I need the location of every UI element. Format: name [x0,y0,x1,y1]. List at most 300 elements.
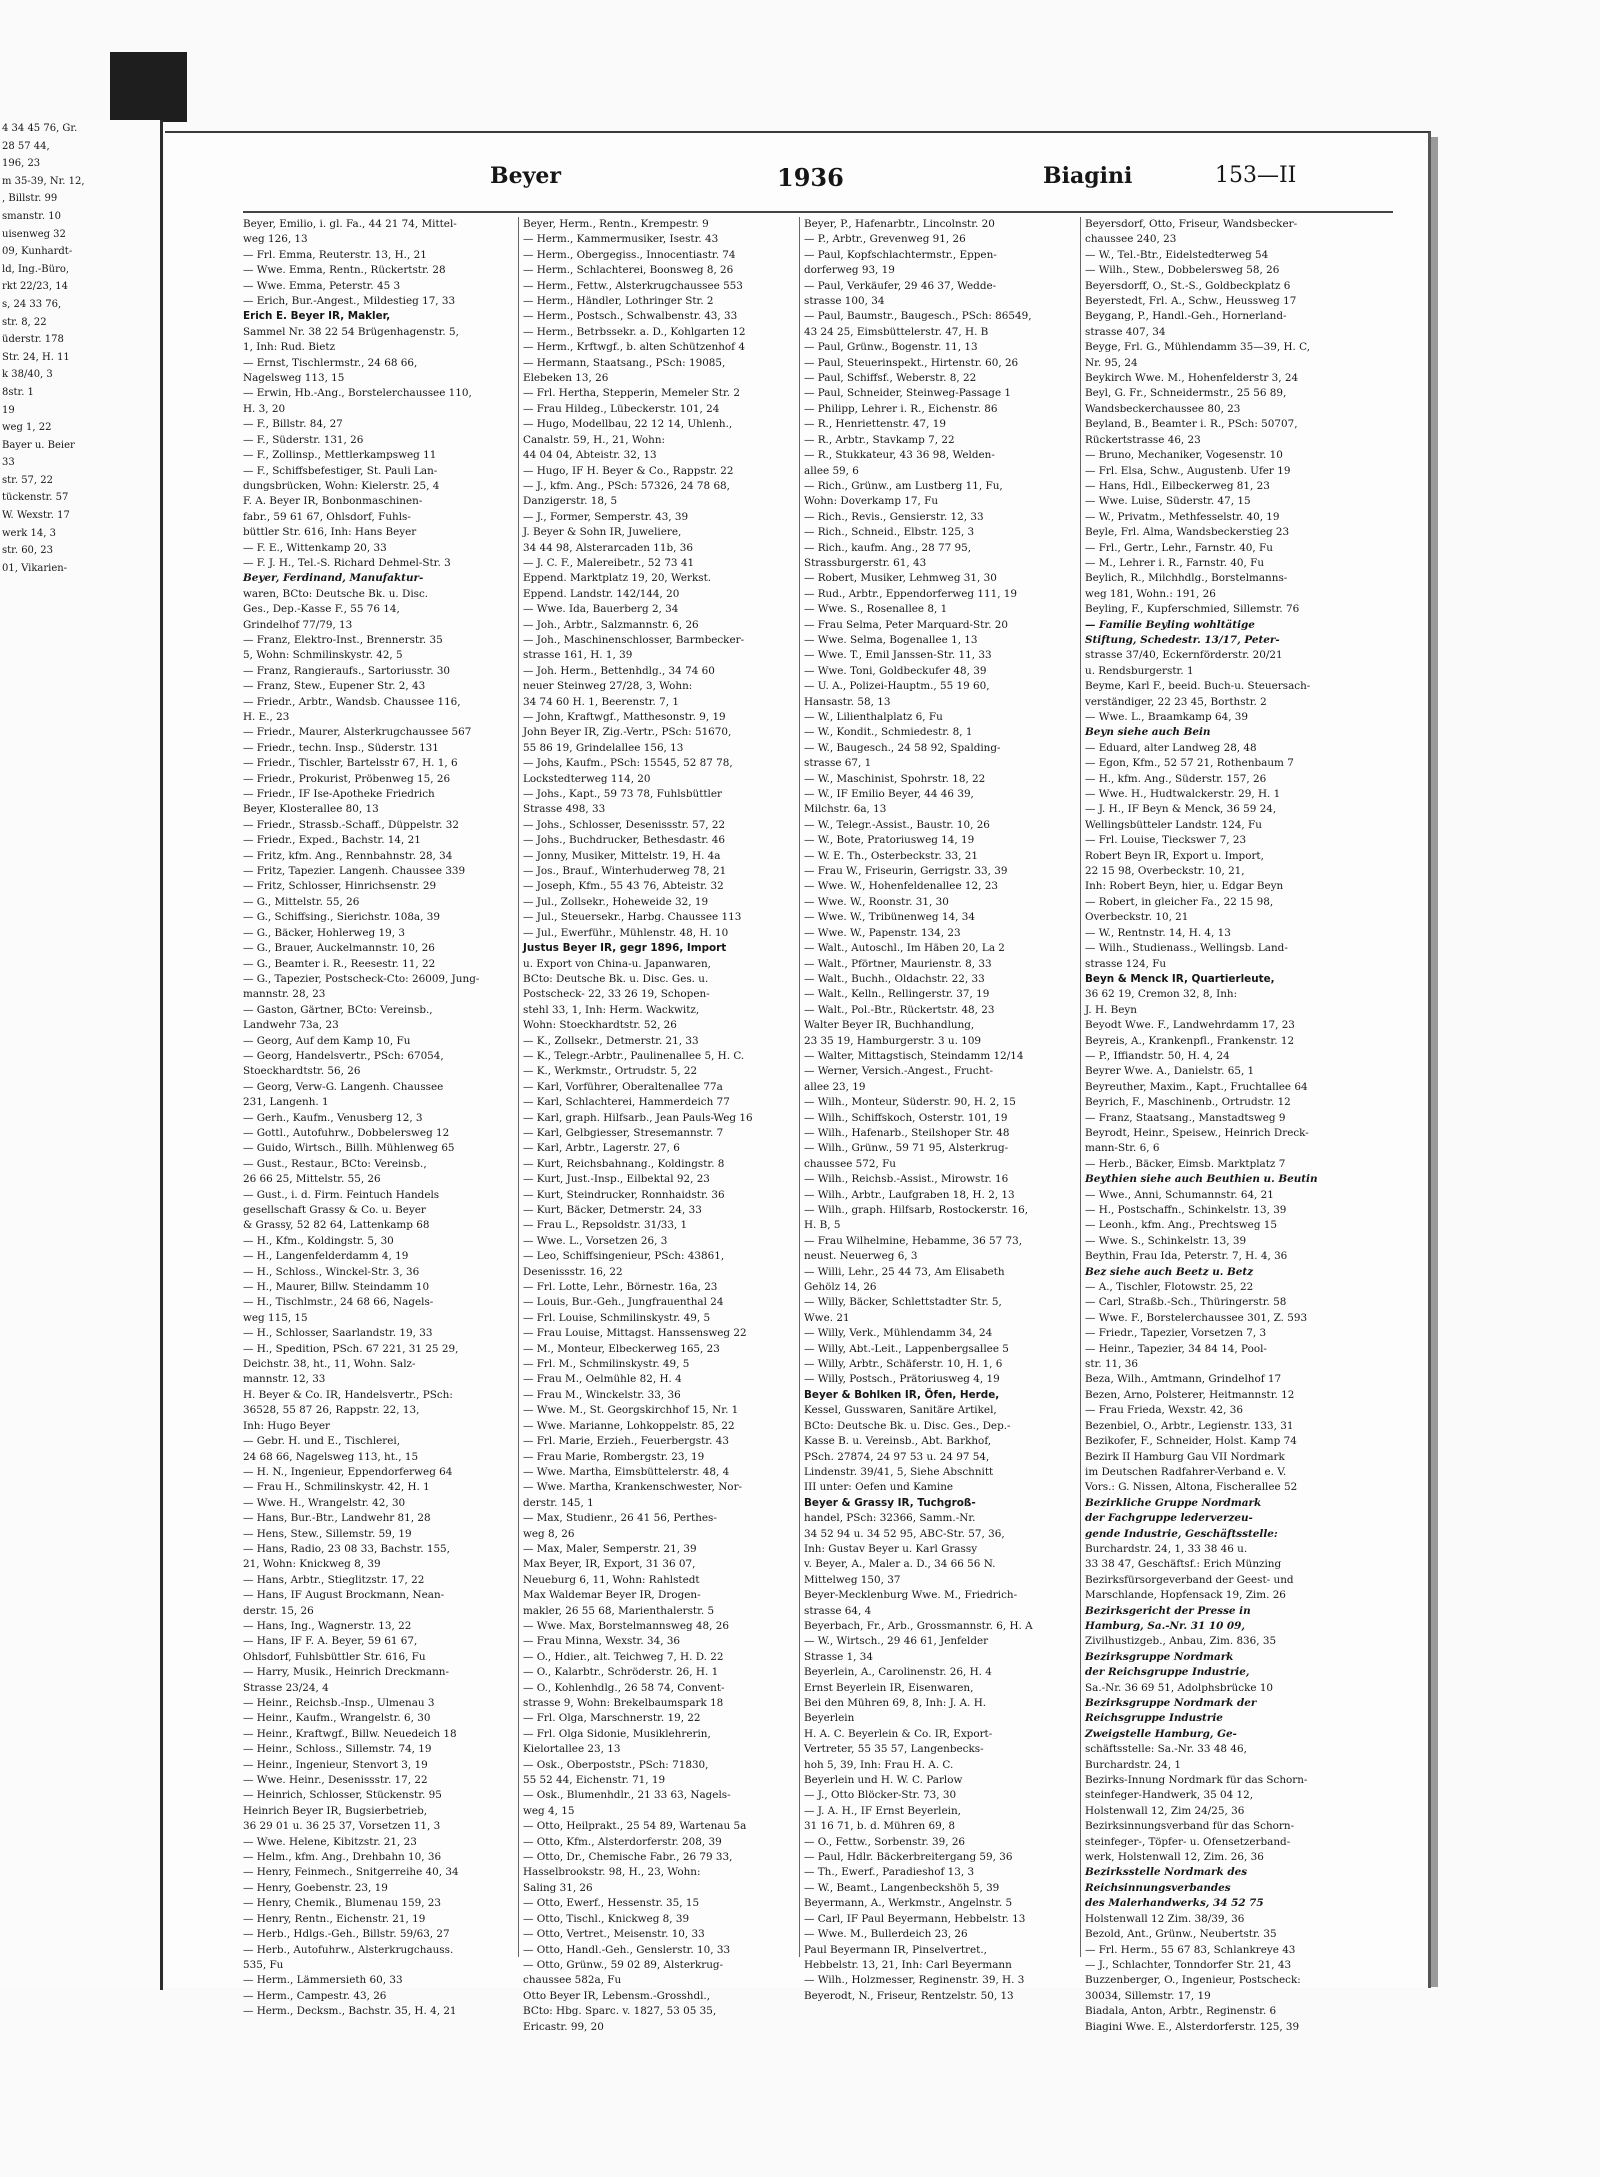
directory-entry: dorferweg 93, 19 [804,264,895,277]
directory-entry: H. E., 23 [243,711,290,723]
directory-entry: — Friedr., Strassb.-Schaff., Düppelstr. 32 [243,818,460,831]
directory-entry: — Henry, Chemik., Blumenau 159, 23 [243,1897,442,1910]
directory-entry: Lindenstr. 39/41, 5, Siehe Abschnitt [804,1465,994,1478]
directory-entry: — Johs, Kaufm., PSch: 15545, 52 87 78, [523,757,733,770]
directory-entry: — Wwe. Helene, Kibitzstr. 21, 23 [243,1835,417,1848]
directory-entry: — Robert, in gleicher Fa., 22 15 98, [1085,895,1274,908]
directory-entry: Erich E. Beyer IR, Makler, [243,310,391,323]
directory-entry: — H., Spedition, PSch. 67 221, 31 25 29, [243,1342,459,1355]
directory-entry: — Louis, Bur.-Geh., Jungfrauenthal 24 [523,1296,724,1309]
directory-entry: — Franz, Elektro-Inst., Brennerstr. 35 [243,633,443,646]
directory-entry: Wohn: Doverkamp 17, Fu [804,495,939,508]
directory-entry: — G., Bäcker, Hohlerweg 19, 3 [243,926,405,939]
directory-entry: — Frl. Olga, Marschnerstr. 19, 22 [523,1712,701,1725]
left-page-line: 196, 23 [2,158,41,170]
directory-entry: Inh: Hugo Beyer [243,1419,331,1432]
directory-entry: — Erich, Bur.-Angest., Mildestieg 17, 33 [243,295,456,308]
directory-entry: Beyer-Mecklenburg Wwe. M., Friedrich- [804,1589,1018,1602]
left-page-line: k 38/40, 3 [2,369,53,381]
directory-entry: — Johs., Kapt., 59 73 78, Fuhlsbüttler [523,788,723,801]
directory-entry: — Bruno, Mechaniker, Vogesenstr. 10 [1085,449,1283,462]
directory-entry: — Frau L., Repsoldstr. 31/33, 1 [523,1219,688,1232]
directory-entry: H. A. C. Beyerlein & Co. IR, Export- [804,1727,993,1740]
directory-entry: Marschlande, Hopfensack 19, Zim. 26 [1085,1589,1286,1602]
left-page-fragment [0,120,163,1990]
directory-entry: Paul Beyermann IR, Pinselvertret., [804,1943,987,1956]
directory-entry: — W., Tel.-Btr., Eidelstedterweg 54 [1085,248,1269,261]
directory-entry: — Johs., Schlosser, Desenissstr. 57, 22 [523,818,726,831]
directory-entry: — Willy, Abt.-Leit., Lappenbergsallee 5 [804,1342,1009,1355]
directory-entry: H. B, 5 [804,1219,841,1232]
directory-entry: Bezirks-Innung Nordmark für das Schorn- [1085,1774,1308,1787]
directory-entry: Biagini Wwe. E., Alsterdorferstr. 125, 39 [1085,2020,1300,2033]
directory-entry: — Franz, Rangieraufs., Sartoriusstr. 30 [243,664,451,677]
directory-entry: werk, Holstenwall 12, Zim. 26, 36 [1085,1851,1264,1864]
directory-entry: — Hermann, Staatsang., PSch: 19085, [523,356,726,369]
directory-entry: — Rich., Schneid., Elbstr. 125, 3 [804,526,975,539]
directory-entry: — Wwe. Emma, Rentn., Rückertstr. 28 [243,264,446,277]
directory-entry: — Willy, Arbtr., Schäferstr. 10, H. 1, 6 [804,1358,1003,1371]
directory-entry: 22 15 98, Overbeckstr. 10, 21, [1085,865,1245,878]
left-page-line: , Billstr. 99 [2,193,58,205]
directory-entry: — Guido, Wirtsch., Billh. Mühlenweg 65 [243,1142,455,1155]
directory-entry: — Willy, Verk., Mühlendamm 34, 24 [804,1327,993,1340]
directory-entry: & Grassy, 52 82 64, Lattenkamp 68 [243,1219,430,1232]
directory-entry: Strasse 23/24, 4 [243,1681,329,1694]
directory-entry: — Osk., Oberpoststr., PSch: 71830, [523,1758,709,1771]
directory-entry: Max Beyer, IR, Export, 31 36 07, [523,1558,696,1571]
directory-entry: J. H. Beyn [1085,1003,1137,1016]
directory-entry: — Wwe. Martha, Krankenschwester, Nor- [523,1481,743,1494]
directory-entry: — W., Kondit., Schmiedestr. 8, 1 [804,726,973,739]
directory-entry: 34 74 60 H. 1, Beerenstr. 7, 1 [523,695,679,708]
directory-entry: — Familie Beyling wohltätige [1085,618,1255,631]
directory-entry: — Frl. Lotte, Lehr., Börnestr. 16a, 23 [523,1281,718,1294]
directory-entry: — O., Fettw., Sorbenstr. 39, 26 [804,1835,966,1848]
directory-entry: F. A. Beyer IR, Bonbonmaschinen- [243,495,423,508]
directory-entry: — Frau Louise, Mittagst. Hanssensweg 22 [523,1327,747,1340]
directory-entry: Burchardstr. 24, 1, 33 38 46 u. [1085,1542,1248,1555]
directory-entry: Danzigerstr. 18, 5 [523,495,618,508]
directory-entry: 55 86 19, Grindelallee 156, 13 [523,741,684,754]
directory-entry: Beyer, P., Hafenarbtr., Lincolnstr. 20 [804,218,995,230]
directory-entry: Eppend. Landstr. 142/144, 20 [523,587,680,600]
directory-entry: — O., Kalarbtr., Schröderstr. 26, H. 1 [523,1666,719,1679]
directory-entry: — Wwe. W., Tribünenweg 14, 34 [804,911,975,924]
directory-entry: Strasse 498, 33 [523,803,606,816]
left-page-line: Bayer u. Beier [2,439,75,451]
directory-entry: 21, Wohn: Knickweg 8, 39 [243,1558,381,1571]
directory-entry: — Frau Hildeg., Lübeckerstr. 101, 24 [523,402,720,415]
directory-entry: chaussee 582a, Fu [523,1974,622,1987]
directory-entry: strasse 9, Wohn: Brekelbaumspark 18 [523,1697,724,1709]
directory-entry: — Frau Wilhelmine, Hebamme, 36 57 73, [804,1234,1023,1247]
directory-entry: — Henry, Feinmech., Snitgerreihe 40, 34 [243,1866,459,1879]
directory-entry: — Frau Selma, Peter Marquard-Str. 20 [804,618,1008,631]
directory-entry: verständiger, 22 23 45, Borthstr. 2 [1085,695,1267,708]
directory-entry: — H., Langenfelderdamm 4, 19 [243,1250,409,1263]
left-page-line: 28 57 44, [2,140,50,152]
directory-entry: — W. E. Th., Osterbeckstr. 33, 21 [804,849,978,862]
directory-entry: Strasse 1, 34 [804,1650,874,1663]
directory-entry: BCto: Hbg. Sparc. v. 1827, 53 05 35, [523,2005,717,2018]
column-1 [243,217,513,2018]
directory-entry: — Otto, Heilprakt., 25 54 89, Wartenau 5a [523,1820,747,1833]
directory-entry: — Wilh., Arbtr., Laufgraben 18, H. 2, 13 [804,1188,1015,1201]
directory-entry: Beyerstedt, Frl. A., Schw., Heussweg 17 [1085,295,1297,308]
directory-entry: 36 62 19, Cremon 32, 8, Inh: [1085,988,1238,1001]
directory-entry: fabr., 59 61 67, Ohlsdorf, Fuhls- [243,510,411,523]
directory-entry: — Karl, Schlachterei, Hammerdeich 77 [523,1096,730,1109]
directory-entry: — Franz, Stew., Eupener Str. 2, 43 [243,680,426,693]
directory-entry: weg 115, 15 [243,1311,308,1324]
directory-entry: handel, PSch: 32366, Samm.-Nr. [804,1512,976,1525]
directory-entry: Beyme, Karl F., beeid. Buch-u. Steuersach- [1085,680,1311,693]
directory-entry: — G., Schiffsing., Sierichstr. 108a, 39 [243,911,440,924]
directory-entry: — Eduard, alter Landweg 28, 48 [1085,741,1257,754]
directory-entry: hoh 5, 39, Inh: Frau H. A. C. [804,1758,954,1771]
directory-entry: — Wwe. Max, Borstelmannsweg 48, 26 [523,1619,729,1632]
directory-entry: — W., Rentnstr. 14, H. 4, 13 [1085,926,1231,939]
directory-entry: Ohlsdorf, Fuhlsbüttler Str. 616, Fu [243,1650,426,1663]
directory-entry: — Herb., Hdlgs.-Geh., Billstr. 59/63, 27 [243,1928,450,1941]
directory-entry: Beyl, G. Fr., Schneidermstr., 25 56 89, [1085,387,1287,400]
directory-entry: waren, BCto: Deutsche Bk. u. Disc. [243,587,429,600]
directory-entry: — Herm., Campestr. 43, 26 [243,1989,387,2002]
directory-entry: — Herm., Händler, Lothringer Str. 2 [523,295,714,308]
directory-entry: derstr. 15, 26 [243,1604,314,1617]
directory-entry: Hamburg, Sa.-Nr. 31 10 09, [1085,1619,1245,1632]
directory-entry: — F. E., Wittenkamp 20, 33 [243,541,387,554]
directory-entry: — Wilh., Schiffskoch, Osterstr. 101, 19 [804,1111,1008,1124]
directory-entry: — J. C. F., Malereibetr., 52 73 41 [523,556,695,569]
directory-entry: — Wilh., Studienass., Wellingsb. Land- [1085,942,1288,955]
directory-entry: Wandsbeckerchaussee 80, 23 [1085,402,1241,415]
directory-entry: — Georg, Auf dem Kamp 10, Fu [243,1034,411,1047]
directory-entry: Beyerbach, Fr., Arb., Grossmannstr. 6, H. A [804,1619,1033,1632]
directory-entry: — Herm., Schlachterei, Boonsweg 8, 26 [523,264,734,277]
directory-entry: — Rich., Grünw., am Lustberg 11, Fu, [804,479,1003,492]
directory-entry: Beyge, Frl. G., Mühlendamm 35—39, H. C, [1085,341,1311,354]
directory-entry: dungsbrücken, Wohn: Kielerstr. 25, 4 [243,479,440,492]
directory-entry: — G., Beamter i. R., Reesestr. 11, 22 [243,957,436,970]
directory-entry: BCto: Deutsche Bk. u. Disc. Ges., Dep.- [804,1419,1011,1432]
directory-entry: — W., Lilienthalplatz 6, Fu [804,711,943,723]
directory-entry: — Walt., Buchh., Oldachstr. 22, 33 [804,972,985,985]
directory-entry: Milchstr. 6a, 13 [804,803,887,816]
directory-entry: Bezirk II Hamburg Gau VII Nordmark [1085,1450,1285,1463]
directory-entry: Beyn siehe auch Bein [1085,726,1211,739]
directory-entry: steinfeger-Handwerk, 35 04 12, [1085,1789,1254,1802]
directory-entry: Ges., Dep.-Kasse F., 55 76 14, [243,603,400,616]
directory-entry: — Wwe. M., St. Georgskirchhof 15, Nr. 1 [523,1404,739,1417]
directory-entry: — Wwe. S., Schinkelstr. 13, 39 [1085,1234,1247,1247]
directory-entry: — Joh., Maschinenschlosser, Barmbecker- [523,633,745,646]
directory-entry: Hebbelstr. 13, 21, Inh: Carl Beyermann [804,1958,1012,1971]
directory-entry: — Wilh., Grünw., 59 71 95, Alsterkrug- [804,1142,1009,1155]
directory-entry: — F., Zollinsp., Mettlerkampsweg 11 [243,449,437,462]
directory-entry: — Helm., kfm. Ang., Drehbahn 10, 36 [243,1851,442,1864]
directory-entry: 23 35 19, Hamburgerstr. 3 u. 109 [804,1034,982,1047]
left-page-line: str. 57, 22 [2,474,53,486]
directory-entry: Sa.-Nr. 36 69 51, Adolphsbrücke 10 [1085,1681,1274,1694]
directory-entry: Hasselbrookstr. 98, H., 23, Wohn: [523,1866,701,1879]
directory-entry: Bezirksgruppe Nordmark [1085,1650,1234,1663]
directory-entry: — Friedr., Arbtr., Wandsb. Chaussee 116, [243,695,461,708]
directory-entry: — Heinr., Kraftwgf., Billw. Neuedeich 18 [243,1727,457,1740]
directory-entry: — Hens, Stew., Sillemstr. 59, 19 [243,1527,412,1540]
directory-entry: — Frau M., Winckelstr. 33, 36 [523,1388,681,1401]
directory-entry: H. 3, 20 [243,402,286,415]
directory-entry: John Beyer IR, Zig.-Vertr., PSch: 51670, [523,726,732,739]
directory-entry: — Frau W., Friseurin, Gerrigstr. 33, 39 [804,865,1008,878]
directory-entry: — Wwe. Martha, Eimsbüttelerstr. 48, 4 [523,1465,730,1478]
directory-entry: Beyreuther, Maxim., Kapt., Fruchtallee 64 [1085,1080,1308,1093]
directory-entry: — W., Telegr.-Assist., Baustr. 10, 26 [804,818,990,831]
directory-entry: — Otto, Handl.-Geh., Genslerstr. 10, 33 [523,1943,731,1956]
directory-entry: Heinrich Beyer IR, Bugsierbetrieb, [243,1804,428,1817]
directory-entry: neust. Neuerweg 6, 3 [804,1250,918,1263]
directory-entry: — Wwe. H., Hudtwalckerstr. 29, H. 1 [1085,788,1281,801]
left-page-line: 01, Vikarien- [2,562,68,574]
directory-entry: Nagelsweg 113, 15 [243,372,345,385]
directory-entry: — Otto, Ewerf., Hessenstr. 35, 15 [523,1897,700,1910]
directory-entry: — Friedr., Tischler, Bartelsstr 67, H. 1, 6 [243,757,458,770]
directory-entry: Bezirksgruppe Nordmark der [1085,1697,1257,1709]
directory-entry: strasse 100, 34 [804,295,885,308]
left-page-line: m 35-39, Nr. 12, [2,175,85,187]
directory-entry: — Gerh., Kaufm., Venusberg 12, 3 [243,1111,423,1124]
directory-entry: — John, Kraftwgf., Matthesonstr. 9, 19 [523,711,726,723]
directory-entry: 231, Langenh. 1 [243,1096,329,1109]
directory-entry: 24 68 66, Nagelsweg 113, ht., 15 [243,1450,419,1463]
directory-entry: — Otto, Kfm., Alsterdorferstr. 208, 39 [523,1835,722,1848]
directory-entry: — F., Süderstr. 131, 26 [243,433,364,446]
directory-entry: Justus Beyer IR, gegr 1896, Import [523,942,727,955]
directory-entry: — R., Stukkateur, 43 36 98, Welden- [804,449,995,462]
directory-entry: Beza, Wilh., Amtmann, Grindelhof 17 [1085,1373,1282,1386]
directory-entry: — Frl. Marie, Erzieh., Feuerbergstr. 43 [523,1435,729,1448]
directory-entry: — Philipp, Lehrer i. R., Eichenstr. 86 [804,402,998,415]
directory-entry: allee 23, 19 [804,1080,866,1093]
directory-entry: Rückertstrasse 46, 23 [1085,433,1201,446]
directory-entry: — Heinr., Tapezier, 34 84 14, Pool- [1085,1342,1267,1355]
directory-entry: — Jonny, Musiker, Mittelstr. 19, H. 4a [523,849,721,862]
directory-entry: Grindelhof 77/79, 13 [243,618,353,631]
directory-entry: — Wwe. W., Hohenfeldenallee 12, 23 [804,880,998,893]
directory-entry: — Willi, Lehr., 25 44 73, Am Elisabeth [804,1265,1005,1278]
directory-entry: — Walt., Pförtner, Maurienstr. 8, 33 [804,957,992,970]
directory-entry: — Willy, Bäcker, Schlettstadter Str. 5, [804,1296,1002,1309]
directory-entry: — H., kfm. Ang., Süderstr. 157, 26 [1085,772,1267,785]
directory-entry: — Herm., Postsch., Schwalbenstr. 43, 33 [523,310,738,323]
directory-entry: — Leonh., kfm. Ang., Prechtsweg 15 [1085,1219,1277,1232]
directory-entry: — Walt., Autoschl., Im Häben 20, La 2 [804,942,1005,955]
directory-entry: — W., Wirtsch., 29 46 61, Jenfelder [804,1635,989,1648]
directory-entry: — Rud., Arbtr., Eppendorferweg 111, 19 [804,587,1018,600]
directory-entry: u. Export von China-u. Japanwaren, [523,957,711,970]
directory-entry: chaussee 572, Fu [804,1157,897,1170]
header-last-name: Biagini [1043,163,1133,189]
directory-entry: Beyn & Menck IR, Quartierleute, [1085,972,1275,985]
directory-entry: 55 52 44, Eichenstr. 71, 19 [523,1774,666,1787]
directory-entry: Beyland, B., Beamter i. R., PSch: 50707, [1085,418,1298,431]
left-page-line: str. 8, 22 [2,316,47,328]
directory-entry: — Gottl., Autofuhrw., Dobbelersweg 12 [243,1126,450,1139]
directory-entry: Stoeckhardtstr. 56, 26 [243,1065,361,1078]
left-page-line: tückenstr. 57 [2,492,69,504]
directory-entry: — Wwe. W., Roonstr. 31, 30 [804,895,949,908]
directory-entry: — Joseph, Kfm., 55 43 76, Abteistr. 32 [523,880,724,893]
directory-entry: — Wwe. W., Papenstr. 134, 23 [804,926,961,939]
directory-entry: Reichsinnungsverbandes [1085,1881,1231,1894]
directory-entry: Holstenwall 12, Zim 24/25, 36 [1085,1804,1245,1817]
directory-entry: str. 11, 36 [1085,1358,1138,1371]
directory-entry: — G., Tapezier, Postscheck-Cto: 26009, Jung- [243,972,480,985]
directory-entry: — Paul, Baumstr., Baugesch., PSch: 86549, [804,310,1032,323]
directory-entry: Ericastr. 99, 20 [523,2020,604,2033]
directory-entry: — Kurt, Bäcker, Detmerstr. 24, 33 [523,1204,702,1216]
directory-entry: Beygang, P., Handl.-Geh., Hornerland- [1085,310,1287,323]
directory-entry: — Werner, Versich.-Angest., Frucht- [804,1065,994,1078]
directory-entry: — Jul., Steuersekr., Harbg. Chaussee 113 [523,911,742,924]
page-header [165,163,1428,199]
directory-entry: 36 29 01 u. 36 25 37, Vorsetzen 11, 3 [243,1820,441,1833]
directory-entry: 36528, 55 87 26, Rappstr. 22, 13, [243,1404,420,1417]
directory-entry: neuer Steinweg 27/28, 3, Wohn: [523,680,693,693]
directory-entry: — Wwe. Marianne, Lohkoppelstr. 85, 22 [523,1419,735,1432]
directory-entry: Landwehr 73a, 23 [243,1019,339,1032]
directory-entry: — Frau Frieda, Wexstr. 42, 36 [1085,1404,1243,1417]
directory-entry: Saling 31, 26 [523,1881,593,1894]
directory-entry: — M., Monteur, Elbeckerweg 165, 23 [523,1342,720,1355]
directory-entry: Stiftung, Schedestr. 13/17, Peter- [1085,633,1280,646]
binding-tab [110,52,187,122]
directory-entry: — W., Maschinist, Spohrstr. 18, 22 [804,772,986,785]
directory-entry: — Wwe. L., Braamkamp 64, 39 [1085,711,1249,723]
header-page-number: 153—II [1215,163,1297,188]
directory-entry: Sammel Nr. 38 22 54 Brügenhagenstr. 5, [243,325,459,338]
header-first-name: Beyer [490,163,561,189]
directory-entry: — K., Telegr.-Arbtr., Paulinenallee 5, H. C. [523,1049,745,1062]
directory-entry: — H., Maurer, Billw. Steindamm 10 [243,1281,430,1294]
left-page-line: 4 34 45 76, Gr. [2,123,78,134]
directory-entry: weg 8, 26 [523,1527,575,1540]
directory-entry: Kessel, Gusswaren, Sanitäre Artikel, [804,1404,997,1417]
directory-entry: — Friedr., IF Ise-Apotheke Friedrich [243,788,435,801]
left-page-line: str. 60, 23 [2,545,53,557]
directory-entry: Beyreis, A., Krankenpfl., Frankenstr. 12 [1085,1034,1295,1047]
directory-entry: — Herm., Decksm., Bachstr. 35, H. 4, 21 [243,2005,457,2018]
directory-entry: — Joh. Herm., Bettenhdlg., 34 74 60 [523,664,715,677]
directory-entry: — U. A., Polizei-Hauptm., 55 19 60, [804,680,990,693]
directory-entry: büttler Str. 616, Inh: Hans Beyer [243,526,417,539]
directory-entry: — Hugo, IF H. Beyer & Co., Rappstr. 22 [523,464,734,477]
directory-entry: Buzzenberger, O., Ingenieur, Postscheck: [1085,1974,1301,1987]
directory-entry: — H., Postschaffn., Schinkelstr. 13, 39 [1085,1204,1287,1216]
directory-entry: — Wwe. M., Bullerdeich 23, 26 [804,1928,968,1941]
directory-entry: allee 59, 6 [804,464,859,477]
directory-entry: — Hans, Ing., Wagnerstr. 13, 22 [243,1619,412,1632]
directory-entry: III unter: Oefen und Kamine [804,1481,954,1494]
directory-entry: Beyersdorf, Otto, Friseur, Wandsbecker- [1085,218,1298,230]
directory-entry: Bei den Mühren 69, 8, Inh: J. A. H. [804,1697,987,1709]
directory-entry: 535, Fu [243,1958,284,1971]
directory-entry: — Paul, Steuerinspekt., Hirtenstr. 60, 26 [804,356,1019,369]
directory-entry: Walter Beyer IR, Buchhandlung, [804,1019,975,1032]
directory-entry: Beyrer Wwe. A., Danielstr. 65, 1 [1085,1065,1255,1078]
directory-entry: Canalstr. 59, H., 21, Wohn: [523,433,666,446]
directory-entry: — Fritz, Tapezier. Langenh. Chaussee 339 [243,865,466,878]
left-page-line: 09, Kunhardt- [2,246,73,258]
directory-entry: — Johs., Buchdrucker, Bethesdastr. 46 [523,834,726,847]
directory-entry: 5, Wohn: Schmilinskystr. 42, 5 [243,649,403,662]
directory-entry: — Jos., Brauf., Winterhuderweg 78, 21 [523,865,727,878]
directory-entry: — Herm., Lämmersieth 60, 33 [243,1974,403,1987]
directory-entry: Beythien siehe auch Beuthien u. Beutin [1085,1173,1318,1186]
directory-entry: Strassburgerstr. 61, 43 [804,556,927,569]
directory-entry: 44 04 04, Abteistr. 32, 13 [523,449,657,462]
directory-entry: Bez siehe auch Beetz u. Betz [1085,1265,1254,1278]
directory-entry: — Wwe. F., Borstelerchaussee 301, Z. 593 [1085,1311,1308,1324]
directory-entry: — F., Billstr. 84, 27 [243,418,343,431]
directory-entry: Beyerodt, N., Friseur, Rentzelstr. 50, 13 [804,1989,1014,2002]
directory-entry: — Hans, Bur.-Btr., Landwehr 81, 28 [243,1512,431,1525]
directory-entry: — Wwe., Anni, Schumannstr. 64, 21 [1085,1188,1274,1201]
directory-entry: — M., Lehrer i. R., Farnstr. 40, Fu [1085,556,1265,569]
directory-entry: strasse 407, 34 [1085,325,1166,338]
directory-entry: Beyer, Herm., Rentn., Krempestr. 9 [523,218,709,230]
directory-entry: — Wwe. Emma, Peterstr. 45 3 [243,279,401,292]
directory-entry: Beyerlein [804,1712,855,1725]
directory-entry: strasse 161, H. 1, 39 [523,649,633,662]
directory-entry: weg 4, 15 [523,1804,575,1817]
header-year: 1936 [777,163,844,192]
directory-entry: — Frau Marie, Rombergstr. 23, 19 [523,1450,705,1463]
directory-entry: — Hans, IF August Brockmann, Nean- [243,1589,445,1602]
directory-entry: — Fritz, kfm. Ang., Rennbahnstr. 28, 34 [243,849,453,862]
left-page-line: smanstr. 10 [2,210,61,222]
directory-entry: — Herb., Bäcker, Eimsb. Marktplatz 7 [1085,1157,1286,1170]
directory-entry: — Walt., Kelln., Rellingerstr. 37, 19 [804,988,990,1001]
directory-entry: — J., Former, Semperstr. 43, 39 [523,510,689,523]
left-page-line: uisenweg 32 [2,228,66,240]
directory-entry: Reichsgruppe Industrie [1085,1712,1223,1725]
directory-page [165,131,1431,2033]
directory-entry: — Friedr., Exped., Bachstr. 14, 21 [243,834,421,847]
directory-entry: Vors.: G. Nissen, Altona, Fischerallee 52 [1085,1481,1298,1494]
left-page-line: ld, Ing.-Büro, [2,263,70,275]
directory-entry: Desenissstr. 16, 22 [523,1265,623,1278]
directory-entry: — Frau H., Schmilinskystr. 42, H. 1 [243,1481,430,1494]
directory-entry: — Frl. M., Schmilinskystr. 49, 5 [523,1358,690,1371]
directory-entry: Biadala, Anton, Arbtr., Reginenstr. 6 [1085,2005,1277,2018]
directory-entry: — Wilh., Stew., Dobbelersweg 58, 26 [1085,264,1280,277]
directory-entry: — Joh., Arbtr., Salzmannstr. 6, 26 [523,618,699,631]
directory-entry: Beyerlein und H. W. C. Parlow [804,1774,963,1787]
column-3 [804,217,1074,2002]
directory-entry: Bezirksfürsorgeverband der Geest- und [1085,1573,1294,1586]
directory-entry: — Heinr., Schloss., Sillemstr. 74, 19 [243,1743,432,1756]
directory-entry: v. Beyer, A., Maler a. D., 34 66 56 N. [804,1558,996,1571]
directory-entry: mann-Str. 6, 6 [1085,1142,1160,1155]
directory-entry: — Hugo, Modellbau, 22 12 14, Uhlenh., [523,418,733,431]
directory-entry: — H., Kfm., Koldingstr. 5, 30 [243,1234,394,1247]
directory-entry: chaussee 240, 23 [1085,233,1177,246]
directory-entry: Beyrich, F., Maschinenb., Ortrudstr. 12 [1085,1096,1291,1109]
directory-entry: — Jul., Zollsekr., Hoheweide 32, 19 [523,895,709,908]
directory-entry: Robert Beyn IR, Export u. Import, [1085,849,1264,862]
